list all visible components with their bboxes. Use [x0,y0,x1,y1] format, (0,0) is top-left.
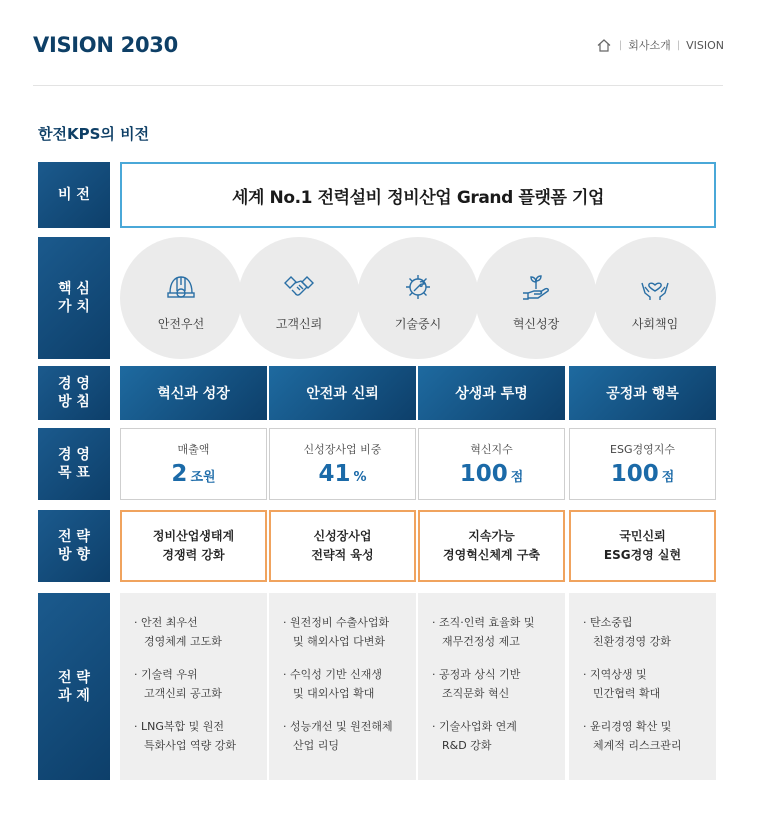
safety-helmet-icon [165,271,197,303]
core-value-safety [120,237,242,359]
goal-cell [120,428,267,500]
goal-name: ESG경영지수 [610,443,675,456]
goal-cell [269,428,416,500]
gear-wrench-icon [402,271,434,303]
core-value-innovation [475,237,597,359]
core-value-label: 고객신뢰 [275,317,323,331]
goal-unit: 조원 [190,470,216,485]
breadcrumb-separator: | [618,39,623,51]
label-strategy: 전 략 방 향 [38,510,110,582]
strategy-cell: 정비산업생태계 경쟁력 강화 [120,510,267,582]
strategy-cell: 지속가능 경영혁신체계 구축 [418,510,565,582]
task-item: · 수익성 기반 신재생 및 대외사업 확대 [283,668,382,700]
task-item: · 원전정비 수출사업화 및 해외사업 다변화 [283,616,390,648]
heart-hands-icon [639,271,671,303]
core-value-label: 혁신성장 [512,317,560,331]
task-item: · 기술사업화 연계 R&D 강화 [432,720,517,752]
goal-value: 41 [318,461,351,487]
task-cell [569,593,716,780]
strategy-cell: 국민신뢰 ESG경영 실현 [569,510,716,582]
breadcrumb [597,37,724,53]
header-divider [33,85,723,86]
label-goals: 경 영 목 표 [38,428,110,500]
core-value-label: 안전우선 [157,317,205,331]
label-policy: 경 영 방 침 [38,366,110,420]
core-value-label: 기술중시 [394,317,442,331]
goal-value: 100 [610,461,659,487]
core-value-technology [357,237,479,359]
strategy-cell: 신성장사업 전략적 육성 [269,510,416,582]
goal-value: 100 [459,461,508,487]
core-value-responsibility [594,237,716,359]
task-item: · 조직·인력 효율화 및 재무건정성 제고 [432,616,535,648]
breadcrumb-vision[interactable]: VISION [686,38,724,52]
home-icon[interactable] [597,39,611,52]
task-item: · 윤리경영 확산 및 체계적 리스크관리 [583,720,682,752]
policy-cell: 혁신과 성장 [120,366,267,420]
task-item: · 성능개선 및 원전해체 산업 리딩 [283,720,393,752]
task-item: · 탄소중립 친환경경영 강화 [583,616,671,648]
task-item: · LNG복합 및 원전 특화사업 역량 강화 [134,720,237,752]
label-core-values: 핵 심 가 치 [38,237,110,359]
task-cell [269,593,416,780]
goal-unit: % [353,470,367,485]
task-cell [120,593,267,780]
policy-cell: 상생과 투명 [418,366,565,420]
policy-cell: 안전과 신뢰 [269,366,416,420]
goal-unit: 점 [510,470,524,485]
core-value-label: 사회책임 [631,317,679,331]
label-vision: 비 전 [38,162,110,228]
breadcrumb-company[interactable]: 회사소개 [628,39,671,52]
goal-value: 2 [171,461,188,487]
goal-cell [569,428,716,500]
task-item: · 공정과 상식 기반 조직문화 혁신 [432,668,521,700]
goal-cell [418,428,565,500]
sprout-hand-icon [520,271,552,303]
goal-unit: 점 [661,470,675,485]
goal-name: 혁신지수 [470,443,513,456]
page-title: VISION 2030 [33,33,178,57]
core-value-trust [238,237,360,359]
vision-statement: 세계 No.1 전력설비 정비산업 Grand 플랫폼 기업 [120,162,716,228]
task-item: · 지역상생 및 민간협력 확대 [583,668,661,700]
task-item: · 안전 최우선 경영체계 고도화 [134,616,222,648]
goal-name: 매출액 [177,443,210,456]
task-cell [418,593,565,780]
task-item: · 기술력 우위 고객신뢰 공고화 [134,668,222,700]
handshake-icon [283,271,315,303]
section-title: 한전KPS의 비전 [38,125,150,143]
breadcrumb-separator: | [676,39,681,51]
policy-cell: 공정과 행복 [569,366,716,420]
goal-name: 신성장사업 비중 [303,443,382,456]
label-tasks: 전 략 과 제 [38,593,110,780]
core-values [120,237,716,359]
